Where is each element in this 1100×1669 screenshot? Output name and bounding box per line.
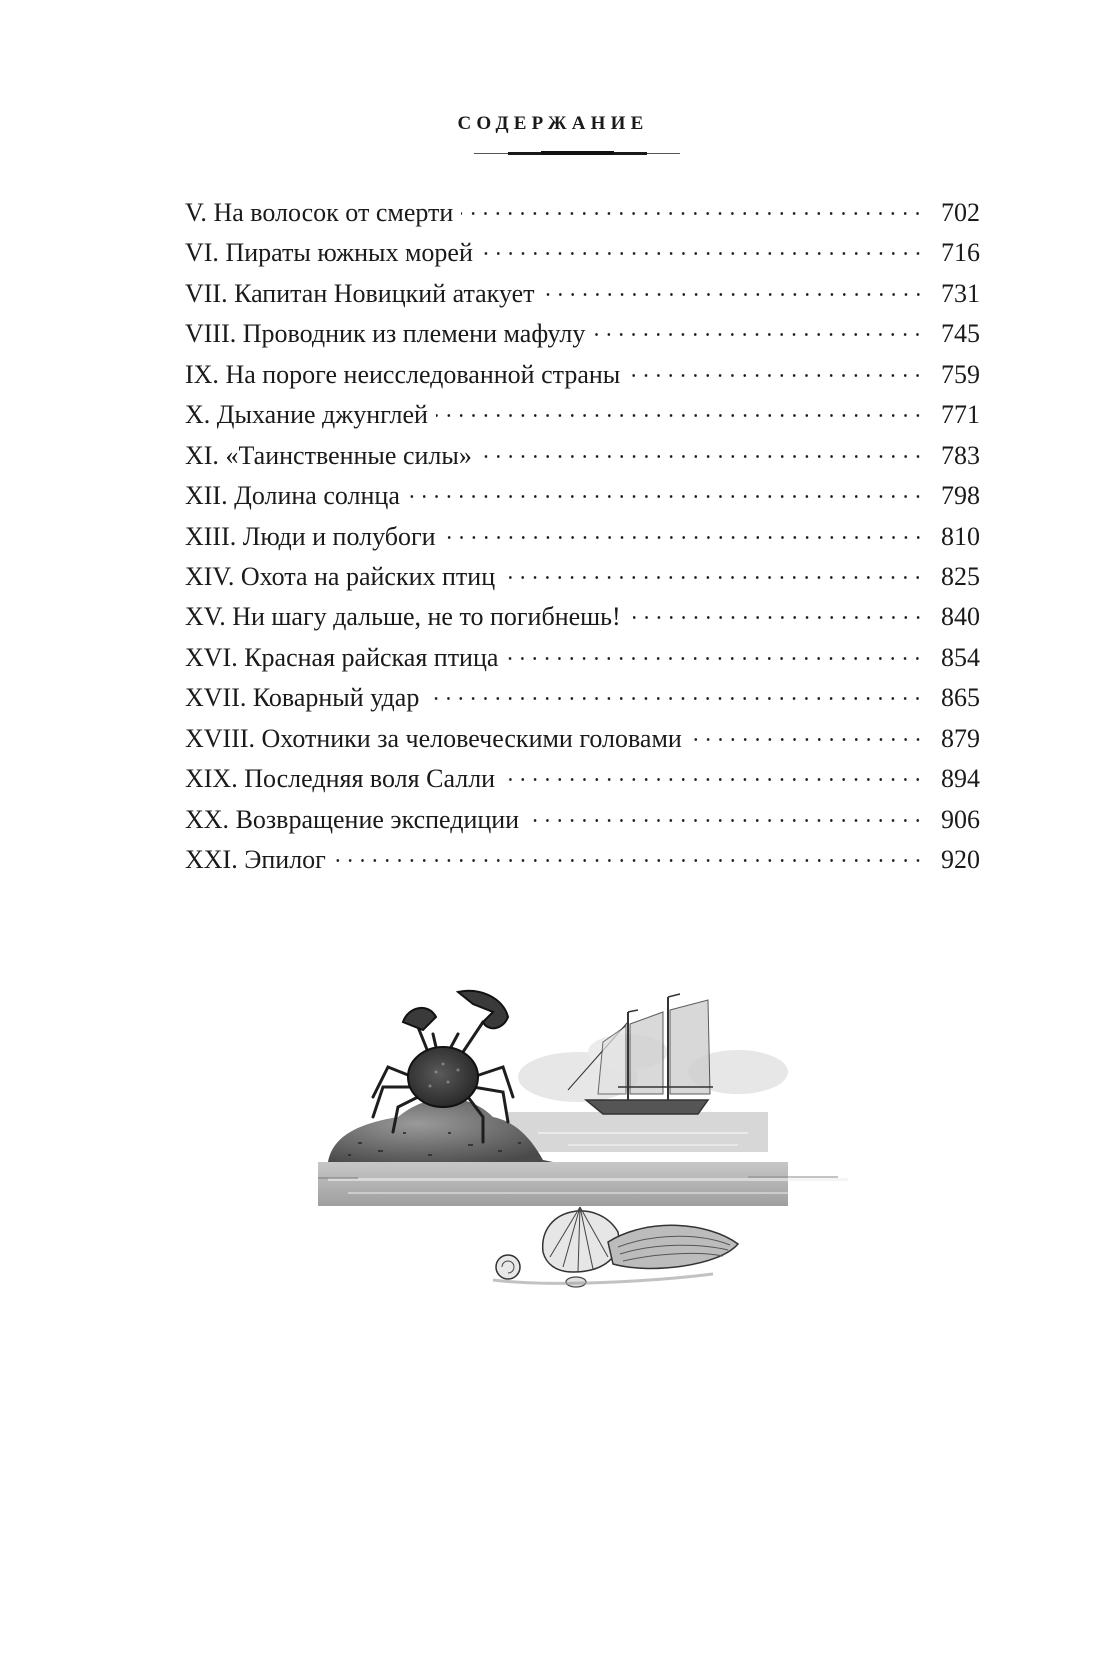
toc-entry[interactable]: [185, 800, 980, 840]
toc-page-number: 810: [941, 521, 980, 551]
toc-entry-title: XXI. Эпилог: [185, 846, 334, 874]
toc-page-number: 716: [941, 238, 980, 268]
toc-page-number: 920: [941, 845, 980, 874]
toc-page-number: 783: [941, 440, 980, 470]
seashells-icon: [493, 1207, 738, 1287]
toc-entry-title: X. Дыхание джунглей: [185, 401, 436, 429]
toc-entry-title: VII. Капитан Новицкий атакует: [185, 280, 543, 308]
toc-entry-title: VIII. Проводник из племени мафулу: [185, 320, 593, 348]
dot-leader: [593, 314, 924, 342]
toc-entry-title: XVIII. Охотники за человеческими головами: [185, 725, 690, 753]
toc-page-number: 906: [941, 804, 980, 834]
vignette-illustration: [318, 982, 848, 1307]
toc-entry-title: XIX. Последняя воля Салли: [185, 765, 503, 793]
table-of-contents: [185, 193, 980, 880]
dot-leader: [503, 759, 924, 787]
toc-page-number: 771: [941, 400, 980, 430]
toc-page-number: 840: [941, 602, 980, 632]
dot-leader: [444, 517, 924, 545]
toc-entry-title: XI. «Таинственные силы»: [185, 442, 480, 470]
dot-leader: [690, 719, 924, 747]
toc-page-number: 798: [941, 481, 980, 511]
dot-leader: [503, 557, 924, 585]
toc-entry-title: XIV. Охота на райских птиц: [185, 563, 503, 591]
toc-page-number: 865: [941, 683, 980, 713]
toc-entry[interactable]: [185, 719, 980, 759]
dot-leader: [506, 638, 924, 666]
toc-page-number: 731: [941, 278, 980, 308]
toc-entry[interactable]: [185, 355, 980, 395]
toc-entry-title: V. На волосок от смерти: [185, 199, 461, 227]
dot-leader: [629, 597, 924, 625]
toc-entry[interactable]: [185, 517, 980, 557]
crab-ship-shells-illustration: [318, 982, 848, 1307]
dot-leader: [543, 274, 924, 302]
divider-thick-line: [541, 151, 614, 155]
toc-entry[interactable]: [185, 395, 980, 435]
dot-leader: [481, 233, 924, 261]
toc-entry-title: XV. Ни шагу дальше, не то погибнешь!: [185, 603, 629, 631]
toc-entry-title: XVI. Красная райская птица: [185, 644, 506, 672]
toc-entry[interactable]: [185, 193, 980, 233]
toc-entry-title: VI. Пираты южных морей: [185, 239, 481, 267]
toc-entry[interactable]: [185, 597, 980, 637]
toc-entry-title: XVII. Коварный удар: [185, 684, 427, 712]
dot-leader: [408, 476, 924, 504]
toc-page-number: 745: [941, 319, 980, 349]
dot-leader: [461, 193, 924, 221]
page-header: [0, 112, 1100, 136]
toc-page-number: 894: [941, 764, 980, 794]
toc-page-number: 702: [941, 198, 980, 227]
toc-entry[interactable]: [185, 638, 980, 678]
toc-entry[interactable]: [185, 233, 980, 273]
dot-leader: [527, 800, 924, 828]
toc-entry-title: XII. Долина солнца: [185, 482, 408, 510]
toc-page-number: 854: [941, 642, 980, 672]
toc-page-number: 879: [941, 723, 980, 753]
toc-entry-title: IX. На пороге неисследованной страны: [185, 361, 628, 389]
toc-entry[interactable]: [185, 274, 980, 314]
toc-entry[interactable]: [185, 476, 980, 516]
toc-page-number: 825: [941, 561, 980, 591]
toc-entry-title: XX. Возвращение экспедиции: [185, 806, 527, 834]
toc-entry[interactable]: [185, 840, 980, 880]
toc-entry[interactable]: [185, 678, 980, 718]
toc-entry[interactable]: [185, 314, 980, 354]
toc-entry[interactable]: [185, 436, 980, 476]
dot-leader: [628, 355, 924, 383]
dot-leader: [427, 678, 924, 706]
toc-page-number: 759: [941, 359, 980, 389]
toc-entry-title: XIII. Люди и полубоги: [185, 523, 444, 551]
toc-entry[interactable]: [185, 759, 980, 799]
title-divider: [0, 152, 1100, 156]
toc-entry[interactable]: [185, 557, 980, 597]
dot-leader: [480, 436, 924, 464]
dot-leader: [334, 840, 924, 868]
page-title: СОДЕРЖАНИЕ: [457, 113, 649, 134]
dot-leader: [436, 395, 924, 423]
